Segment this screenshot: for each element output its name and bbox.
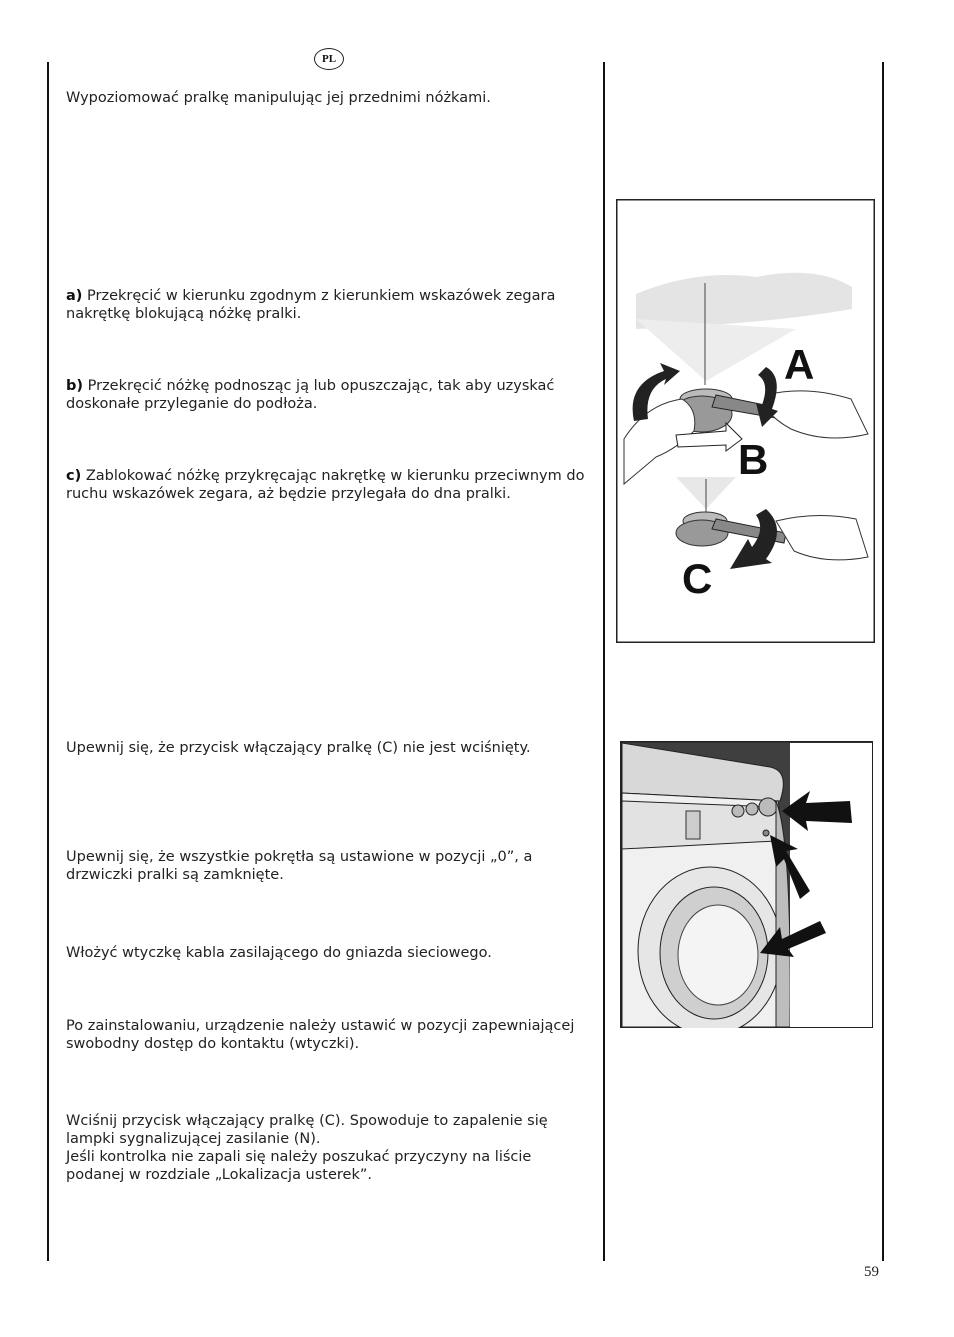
page-number: 59 bbox=[864, 1264, 879, 1280]
press-button-line-1: Wciśnij przycisk włączający pralkę (C). Spowoduje to zapalenie się lampki sygnalizującej zasilanie (N). bbox=[66, 1113, 548, 1147]
column-divider-rule bbox=[603, 62, 605, 1261]
step-a-body: Przekręcić w kierunku zgodnym z kierunkiem wskazówek zegara nakrętkę blokującą nóżkę pralki. bbox=[66, 288, 556, 322]
right-margin-rule bbox=[882, 62, 884, 1261]
press-button-text bbox=[66, 1112, 586, 1184]
check-knobs-text: Upewnij się, że wszystkie pokrętła są ustawione w pozycji „0”, a drzwiczki pralki są zamknięte. bbox=[66, 849, 533, 883]
step-c-text bbox=[66, 467, 586, 503]
label-a: A bbox=[784, 341, 815, 388]
feet-adjustment-figure bbox=[616, 199, 875, 643]
step-b-marker: b) bbox=[66, 378, 84, 394]
step-a-text bbox=[66, 287, 586, 323]
language-badge: PL bbox=[314, 48, 344, 70]
step-c-marker: c) bbox=[66, 468, 82, 484]
check-button-text: Upewnij się, że przycisk włączający pralkę (C) nie jest wciśnięty. bbox=[66, 740, 531, 756]
step-c-body: Zablokować nóżkę przykręcając nakrętkę w kierunku przeciwnym do ruchu wskazówek zegara, aż będzie przylegała do dna pralki. bbox=[66, 468, 585, 502]
level-intro-text: Wypoziomować pralkę manipulując jej przednimi nóżkami. bbox=[66, 90, 491, 106]
step-b-body: Przekręcić nóżkę podnosząc ją lub opuszczając, tak aby uzyskać doskonałe przyleganie do podłoża. bbox=[66, 378, 555, 412]
washing-machine-figure bbox=[620, 741, 873, 1028]
label-b: B bbox=[738, 436, 769, 483]
step-b-text bbox=[66, 377, 586, 413]
press-button-line-2: Jeśli kontrolka nie zapali się należy poszukać przyczyny na liście podanej w rozdziale „Lokalizacja usterek”. bbox=[66, 1149, 532, 1183]
label-c: C bbox=[682, 555, 713, 602]
placement-text: Po zainstalowaniu, urządzenie należy ustawić w pozycji zapewniającej swobodny dostęp do kontaktu (wtyczki). bbox=[66, 1018, 575, 1052]
plug-in-text: Włożyć wtyczkę kabla zasilającego do gniazda sieciowego. bbox=[66, 945, 492, 961]
left-margin-rule bbox=[47, 62, 49, 1261]
step-a-marker: a) bbox=[66, 288, 83, 304]
